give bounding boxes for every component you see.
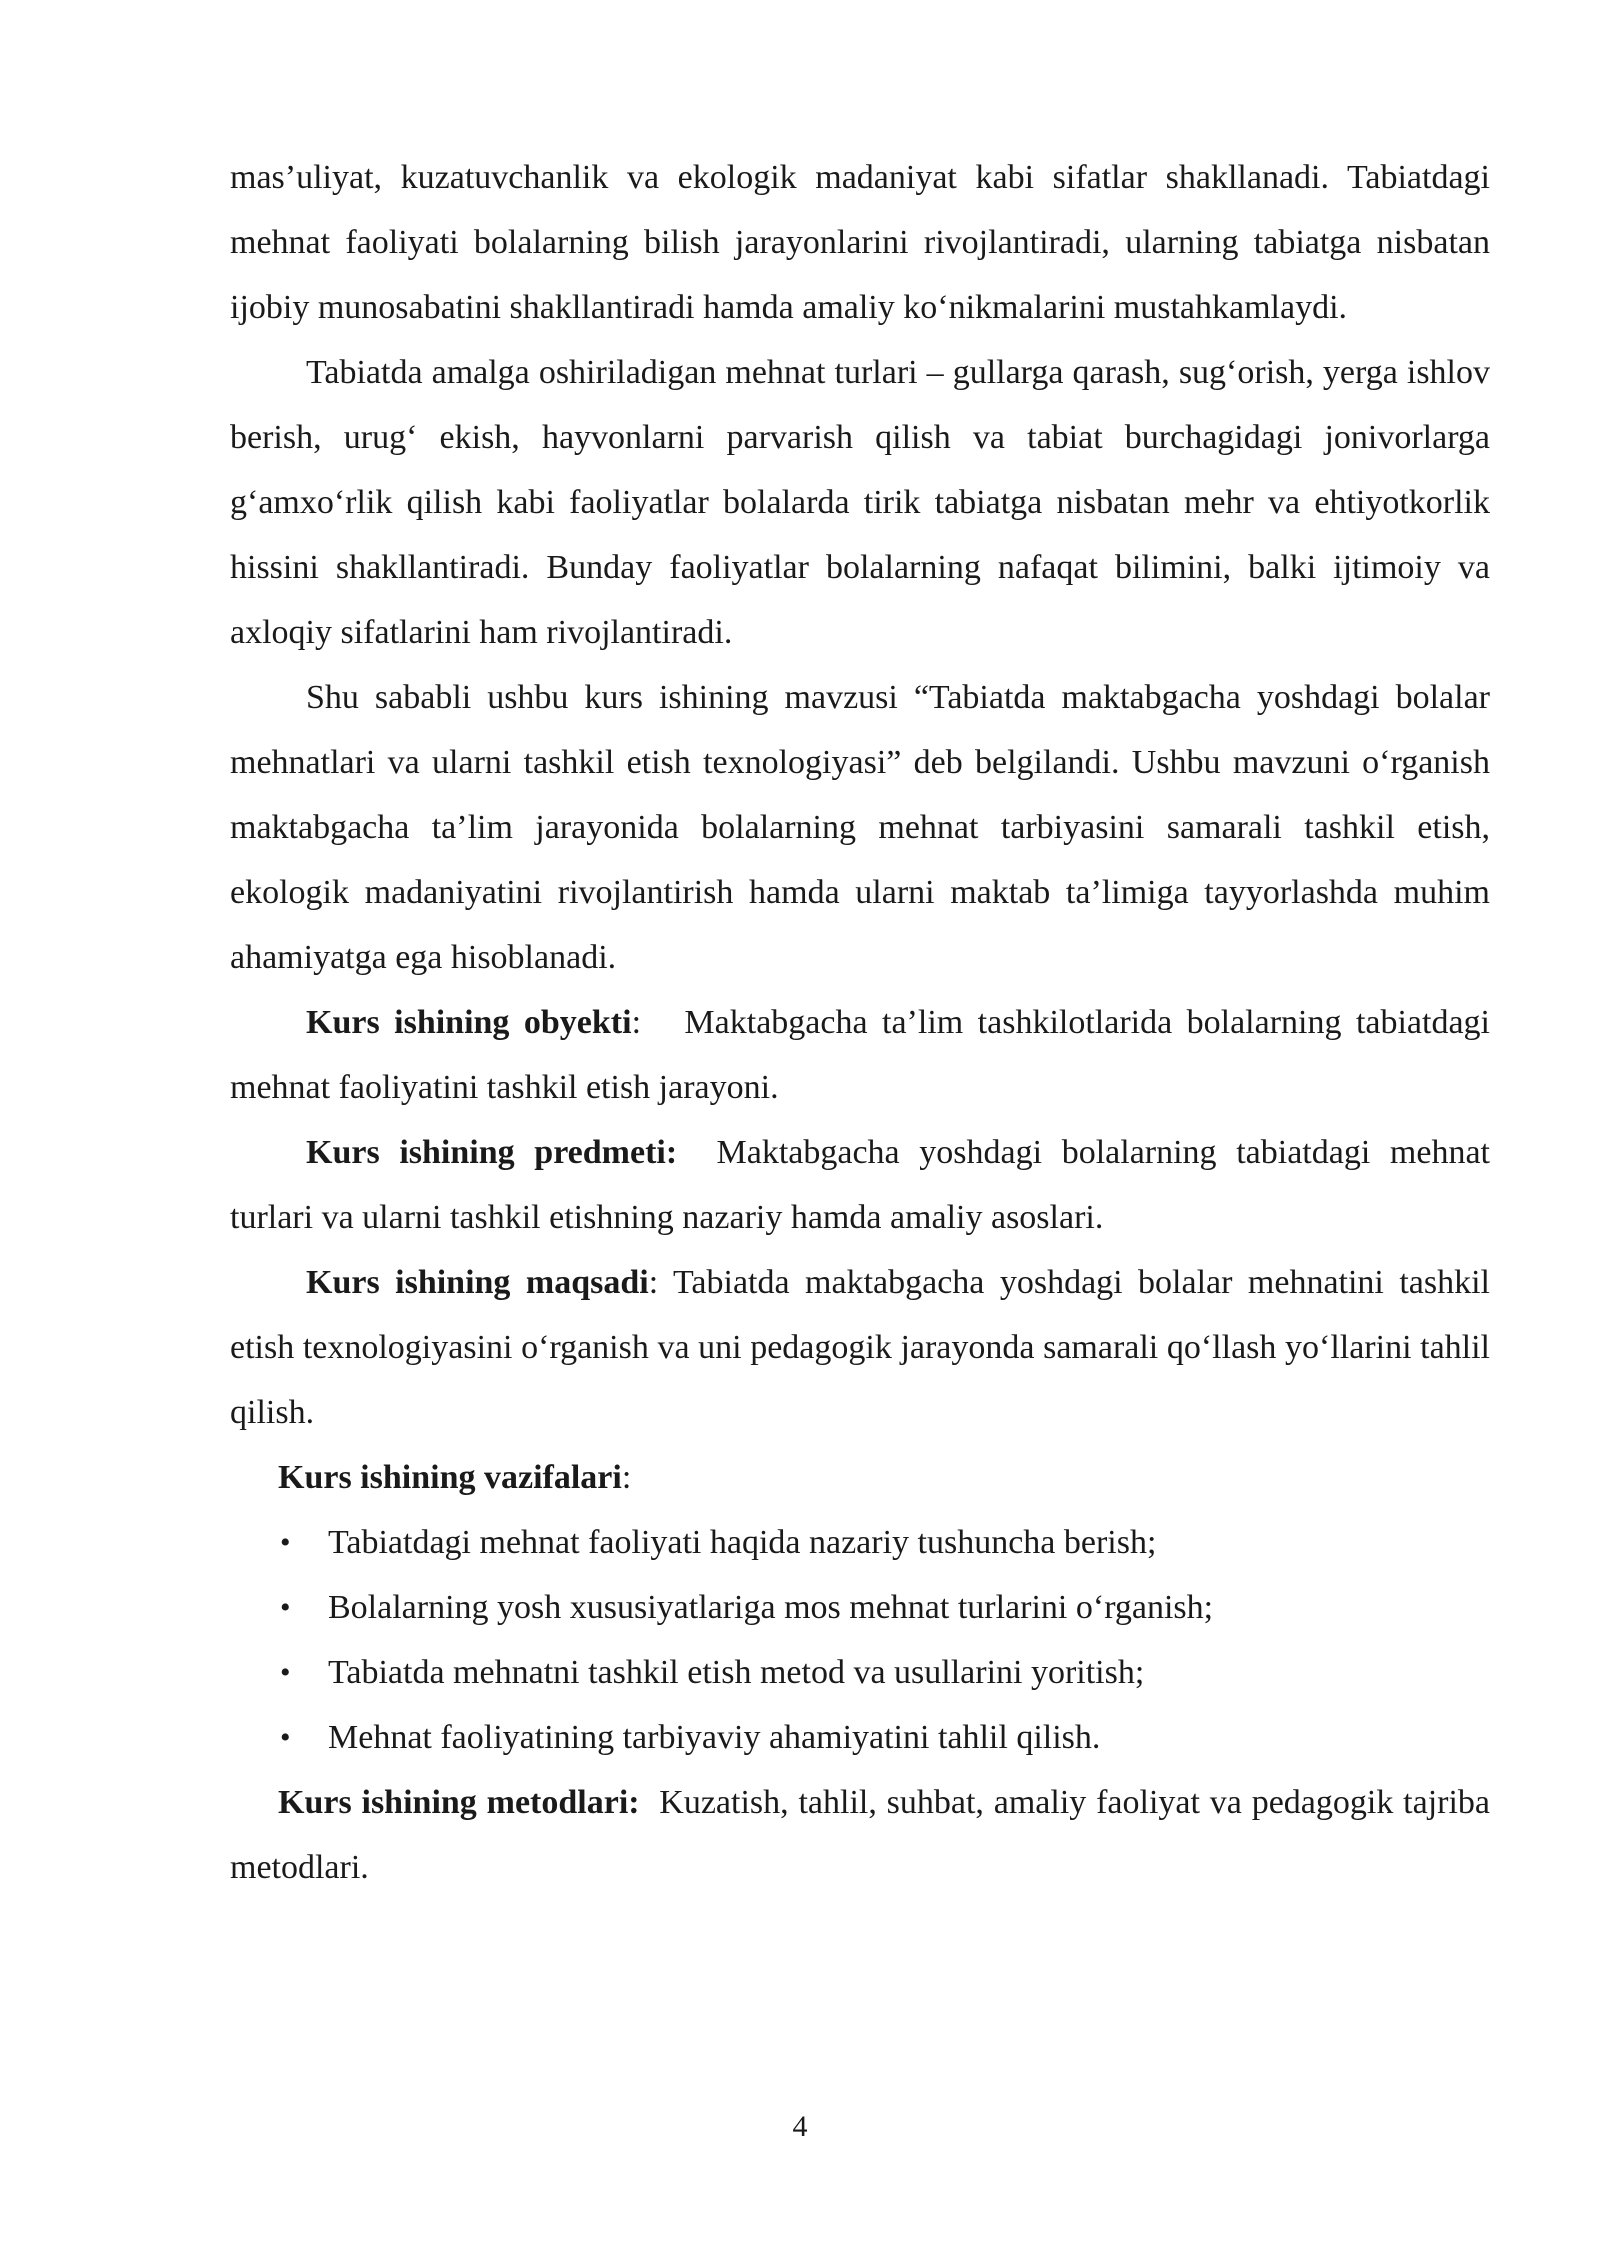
bullet-icon: • [280,1526,291,1559]
predmet-text: Maktabgacha yoshdagi bolalarning tabiatdagi mehnat turlari va ularni tashkil etishning nazariy hamda amaliy asoslari. [230,1134,1490,1236]
vazifalar-separator: : [621,1459,632,1496]
obyekt-separator: : [631,1004,642,1041]
list-item [230,1510,1490,1575]
obyekt-paragraph [230,990,1490,1120]
maqsad-paragraph [230,1250,1490,1445]
predmet-paragraph [230,1120,1490,1250]
metodlar-text: Kuzatish, tahlil, suhbat, amaliy faoliyat va pedagogik tajriba metodlari. [230,1784,1491,1886]
list-item [230,1575,1490,1640]
obyekt-text: Maktabgacha ta’lim tashkilotlarida bolalarning tabiatdagi mehnat faoliyatini tashkil etish jarayoni. [230,1004,1491,1106]
page-number: 4 [792,2110,808,2143]
metodlar-paragraph [230,1770,1490,1900]
bullet-icon: • [280,1721,291,1754]
list-item-text: Tabiatda mehnatni tashkil etish metod va usullarini yoritish; [328,1654,1145,1691]
vazifalar-label: Kurs ishining vazifalari [278,1459,622,1496]
maqsad-label: Kurs ishining maqsadi [306,1264,649,1301]
maqsad-text: Tabiatda maktabgacha yoshdagi bolalar mehnatini tashkil etish texnologiyasini o‘rganish va uni pedagogik jarayonda samarali qo‘llash yo‘llarini tahlil qilish. [230,1264,1490,1431]
list-item-text: Mehnat faoliyatining tarbiyaviy ahamiyatini tahlil qilish. [328,1719,1101,1756]
paragraph-3: Shu sababli ushbu kurs ishining mavzusi “Tabiatda maktabgacha yoshdagi bolalar mehnatlari va ularni tashkil etish texnologiyasi” deb belgilandi. Ushbu mavzuni o‘rganish maktabgacha ta’lim jarayonida bolalarning mehnat tarbiyasini samarali tashkil etish, ekologik madaniyatini rivojlantirish hamda ularni maktab ta’limiga tayyorlashda muhim ahamiyatga ega hisoblanadi. [230,679,1490,976]
maqsad-separator: : [648,1264,659,1301]
vazifalar-list [230,1510,1490,1770]
metodlar-label: Kurs ishining metodlari: [278,1784,640,1821]
paragraph-2: Tabiatda amalga oshiriladigan mehnat turlari – gullarga qarash, sug‘orish, yerga ishlov berish, urug‘ ekish, hayvonlarni parvarish qilish va tabiat burchagidagi jonivorlarga g‘amxo‘rlik qilish kabi faoliyatlar bolalarda tirik tabiatga nisbatan mehr va ehtiyotkorlik hissini shakllantiradi. Bunday faoliyatlar bolalarning nafaqat bilimini, balki ijtimoiy va axloqiy sifatlarini ham rivojlantiradi. [230,354,1490,651]
list-item-text: Tabiatdagi mehnat faoliyati haqida nazariy tushuncha berish; [328,1524,1157,1561]
list-item-text: Bolalarning yosh xususiyatlariga mos mehnat turlarini o‘rganish; [328,1589,1214,1626]
list-item [230,1705,1490,1770]
obyekt-label: Kurs ishining obyekti [306,1004,632,1041]
paragraph-1: mas’uliyat, kuzatuvchanlik va ekologik madaniyat kabi sifatlar shakllanadi. Tabiatdagi mehnat faoliyati bolalarning bilish jarayonlarini rivojlantiradi, ularning tabiatga nisbatan ijobiy munosabatini shakllantiradi hamda amaliy ko‘nikmalarini mustahkamlaydi. [230,159,1490,326]
bullet-icon: • [280,1656,291,1689]
list-item [230,1640,1490,1705]
vazifalar-heading [230,1445,1490,1510]
predmet-label: Kurs ishining predmeti: [306,1134,678,1171]
bullet-icon: • [280,1591,291,1624]
document-body [230,145,1490,1900]
